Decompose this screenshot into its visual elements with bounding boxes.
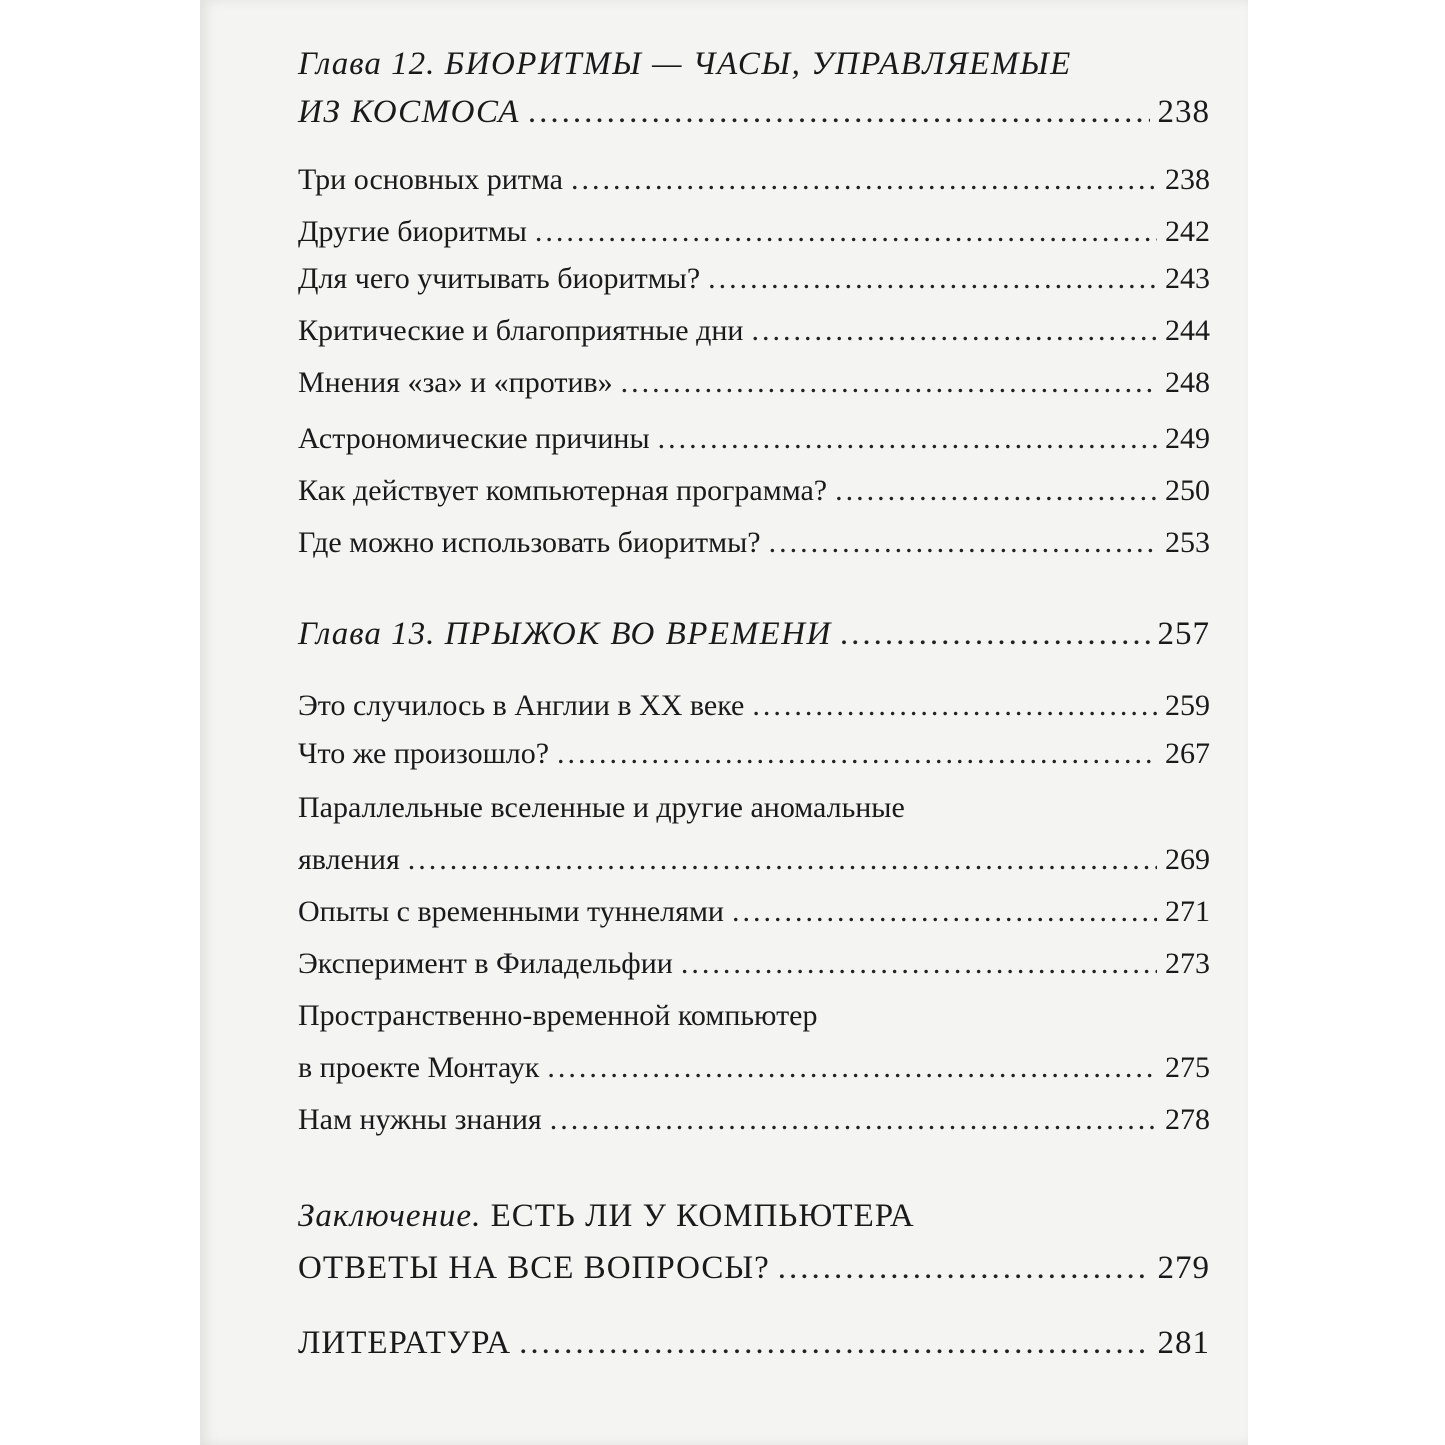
leader-dots bbox=[681, 944, 1157, 984]
leader-dots bbox=[658, 419, 1157, 459]
chapter-13-heading bbox=[298, 614, 1210, 654]
leader-dots bbox=[778, 1248, 1150, 1288]
toc-entry-page: 278 bbox=[1165, 1103, 1210, 1136]
chapter-12-label: Глава 12. bbox=[298, 46, 436, 82]
toc-entry bbox=[298, 311, 1210, 351]
toc-entry-page: 242 bbox=[1165, 215, 1210, 248]
toc-entry bbox=[298, 686, 1210, 726]
conclusion-label: Заключение. bbox=[298, 1198, 482, 1234]
toc-entry-line1 bbox=[298, 996, 1210, 1036]
toc-entry-page: 271 bbox=[1165, 895, 1210, 928]
literature-page: 281 bbox=[1157, 1325, 1210, 1361]
leader-dots bbox=[752, 686, 1157, 726]
chapter-13-page: 257 bbox=[1157, 616, 1210, 652]
conclusion-page: 279 bbox=[1157, 1250, 1210, 1286]
toc-entry bbox=[298, 212, 1210, 252]
leader-dots bbox=[840, 614, 1150, 654]
leader-dots bbox=[769, 523, 1157, 563]
toc-entry bbox=[298, 523, 1210, 563]
toc-entry bbox=[298, 259, 1210, 299]
leader-dots bbox=[732, 892, 1157, 932]
toc-entry-page: 259 bbox=[1165, 689, 1210, 722]
chapter-12-page: 238 bbox=[1157, 94, 1210, 130]
leader-dots bbox=[571, 160, 1157, 200]
toc-entry-page: 238 bbox=[1165, 163, 1210, 196]
toc-entry-page: 243 bbox=[1165, 262, 1210, 295]
chapter-12-heading-line2 bbox=[298, 92, 1210, 132]
chapter-12-title-line1: БИОРИТМЫ — ЧАСЫ, УПРАВЛЯЕМЫЕ bbox=[444, 46, 1072, 82]
toc-entry bbox=[298, 1048, 1210, 1088]
toc-entry-page: 253 bbox=[1165, 526, 1210, 559]
toc-entry-title: Мнения «за» и «против» bbox=[298, 366, 613, 399]
leader-dots bbox=[535, 212, 1157, 252]
chapter-13-title: ПРЫЖОК ВО ВРЕМЕНИ bbox=[444, 616, 832, 652]
toc-entry-title: Три основных ритма bbox=[298, 163, 563, 196]
chapter-12-heading-line1 bbox=[298, 44, 1210, 84]
toc-entry-title: Опыты с временными туннелями bbox=[298, 895, 724, 928]
toc-entry bbox=[298, 1100, 1210, 1140]
toc-entry-page: 275 bbox=[1165, 1051, 1210, 1084]
leader-dots bbox=[708, 259, 1157, 299]
toc-entry bbox=[298, 892, 1210, 932]
leader-dots bbox=[557, 734, 1157, 774]
toc-entry-title: Что же произошло? bbox=[298, 737, 550, 770]
literature-heading bbox=[298, 1323, 1210, 1363]
toc-entry-page: 267 bbox=[1165, 737, 1210, 770]
toc-entry-title: Где можно использовать биоритмы? bbox=[298, 526, 761, 559]
toc-entry-title-line1: Параллельные вселенные и другие аномальные bbox=[298, 791, 905, 824]
toc-entry-title: Для чего учитывать биоритмы? bbox=[298, 262, 701, 295]
leader-dots bbox=[519, 1323, 1149, 1363]
conclusion-title-line1: ЕСТЬ ЛИ У КОМПЬЮТЕРА bbox=[490, 1198, 915, 1234]
toc-entry-title: Это случилось в Англии в XX веке bbox=[298, 689, 745, 722]
leader-dots bbox=[621, 363, 1157, 403]
toc-entry bbox=[298, 840, 1210, 880]
toc-entry-page: 249 bbox=[1165, 422, 1210, 455]
toc-entry bbox=[298, 471, 1210, 511]
conclusion-heading-line2 bbox=[298, 1248, 1210, 1288]
toc-entry bbox=[298, 363, 1210, 403]
conclusion-title-line2: ОТВЕТЫ НА ВСЕ ВОПРОСЫ? bbox=[298, 1250, 770, 1286]
toc-entry-title: в проекте Монтаук bbox=[298, 1051, 540, 1084]
leader-dots bbox=[835, 471, 1157, 511]
toc-entry-page: 250 bbox=[1165, 474, 1210, 507]
leader-dots bbox=[547, 1048, 1157, 1088]
toc-entry-title-line1: Пространственно-временной компьютер bbox=[298, 999, 818, 1032]
toc-entry-title: Нам нужны знания bbox=[298, 1103, 542, 1136]
toc-entry-title: Эксперимент в Филадельфии bbox=[298, 947, 673, 980]
literature-title: ЛИТЕРАТУРА bbox=[298, 1325, 512, 1361]
toc-entry-title: явления bbox=[298, 843, 400, 876]
toc-entry-page: 248 bbox=[1165, 366, 1210, 399]
leader-dots bbox=[751, 311, 1157, 351]
toc-entry-page: 273 bbox=[1165, 947, 1210, 980]
toc-entry-page: 269 bbox=[1165, 843, 1210, 876]
toc-entry-title: Как действует компьютерная программа? bbox=[298, 474, 828, 507]
toc-entry-page: 244 bbox=[1165, 314, 1210, 347]
leader-dots bbox=[528, 92, 1150, 132]
toc-entry bbox=[298, 734, 1210, 774]
chapter-13-label: Глава 13. bbox=[298, 616, 436, 652]
leader-dots bbox=[408, 840, 1157, 880]
toc-entry-title: Критические и благоприятные дни bbox=[298, 314, 744, 347]
toc-entry bbox=[298, 419, 1210, 459]
toc-entry bbox=[298, 160, 1210, 200]
conclusion-heading-line1 bbox=[298, 1196, 1210, 1236]
toc-entry-title: Астрономические причины bbox=[298, 422, 650, 455]
toc-entry-title: Другие биоритмы bbox=[298, 215, 527, 248]
toc-entry-line1 bbox=[298, 788, 1210, 828]
leader-dots bbox=[550, 1100, 1157, 1140]
toc-entry bbox=[298, 944, 1210, 984]
chapter-12-title-line2: ИЗ КОСМОСА bbox=[298, 94, 520, 130]
